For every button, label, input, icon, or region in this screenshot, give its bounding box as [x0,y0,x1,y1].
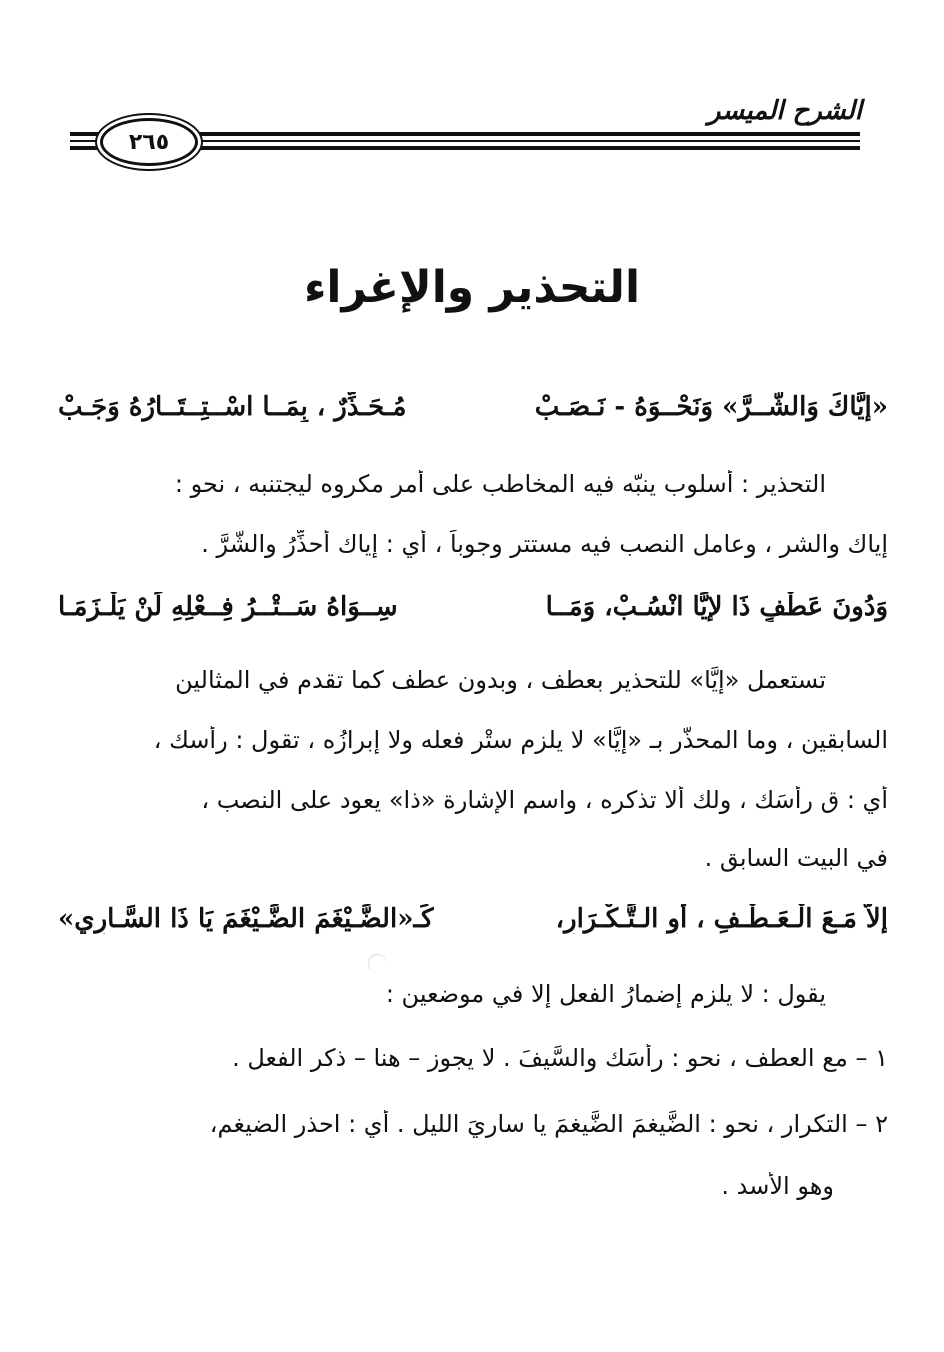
scan-smudge [368,954,387,973]
page-number-badge [100,118,198,166]
paragraph-3-line-4: وهو الأسد . [721,1172,834,1200]
paragraph-3-line-2: ١ – مع العطف ، نحو : رأسَك والسَّيفَ . لا يجوز – هنا – ذكر الفعل . [232,1044,888,1072]
paragraph-3-line-1: يقول : لا يلزم إضمارُ الفعل إلا في موضعين : [385,980,826,1008]
paragraph-3-line-3: ٢ – التكرار ، نحو : الضَّيغمَ الضَّيغمَ يا ساريَ الليل . أي : احذر الضيغم، [209,1110,888,1138]
paragraph-2-line-2: السابقين ، وما المحذَّر بـ «إيَّا» لا يلزم ستْر فعله ولا إبرازُه ، تقول : رأسك ، [153,726,888,754]
paragraph-1-line-2: إياك والشر ، وعامل النصب فيه مستتر وجوباً ، أي : إياك أُحذِّرُ والشَّرَّ . [201,530,888,558]
paragraph-2-line-1: تستعمل «إيَّا» للتحذير بعطف ، وبدون عطف كما تقدم في المثالين [175,666,826,694]
verse-line-3 [58,904,888,934]
verse-1-hemistich-right: «إِيَّاكَ وَالشَّــرَّ» وَنَحْــوَهُ - نَـصَـبْ [534,392,888,422]
page-number: ٢٦٥ [128,129,170,155]
paragraph-1-line-1: التحذير : أسلوب ينبّه فيه المخاطب على أمر مكروه ليجتنبه ، نحو : [174,470,826,498]
running-title: الشرح الميسر [707,96,862,126]
verse-3-hemistich-right: إِلاَّ مَـعَ الْـعَـطْـفِ ، أَوِ الـتَّـكْـرَارِ، [555,904,888,934]
verse-2-hemistich-left: سِــوَاهُ سَــتْــرُ فِــعْلِهِ لَنْ يَلْـزَمَـا [58,592,398,622]
paragraph-2-line-3: أي : قِ رأسَك ، ولك ألا تذكره ، واسم الإشارة «ذا» يعود على النصب ، [201,786,888,814]
chapter-title: التحذير والإغراء [303,262,641,313]
verse-2-hemistich-right: وَدُونَ عَطْفٍ ذَا لإِيَّا انْسُـبْ، وَمَــا [545,592,888,622]
paragraph-2-line-4: في البيت السابق . [704,844,888,872]
verse-1-hemistich-left: مُـحَـذِّرٌ ، بِمَــا اسْــتِــتَــارُهُ وَجَـبْ [58,392,407,422]
verse-line-2 [58,592,888,622]
verse-line-1 [58,392,888,422]
verse-3-hemistich-left: كَـ«الضَّـيْغَمَ الضَّـيْغَمَ يَا ذَا السَّـارِي» [58,904,434,934]
